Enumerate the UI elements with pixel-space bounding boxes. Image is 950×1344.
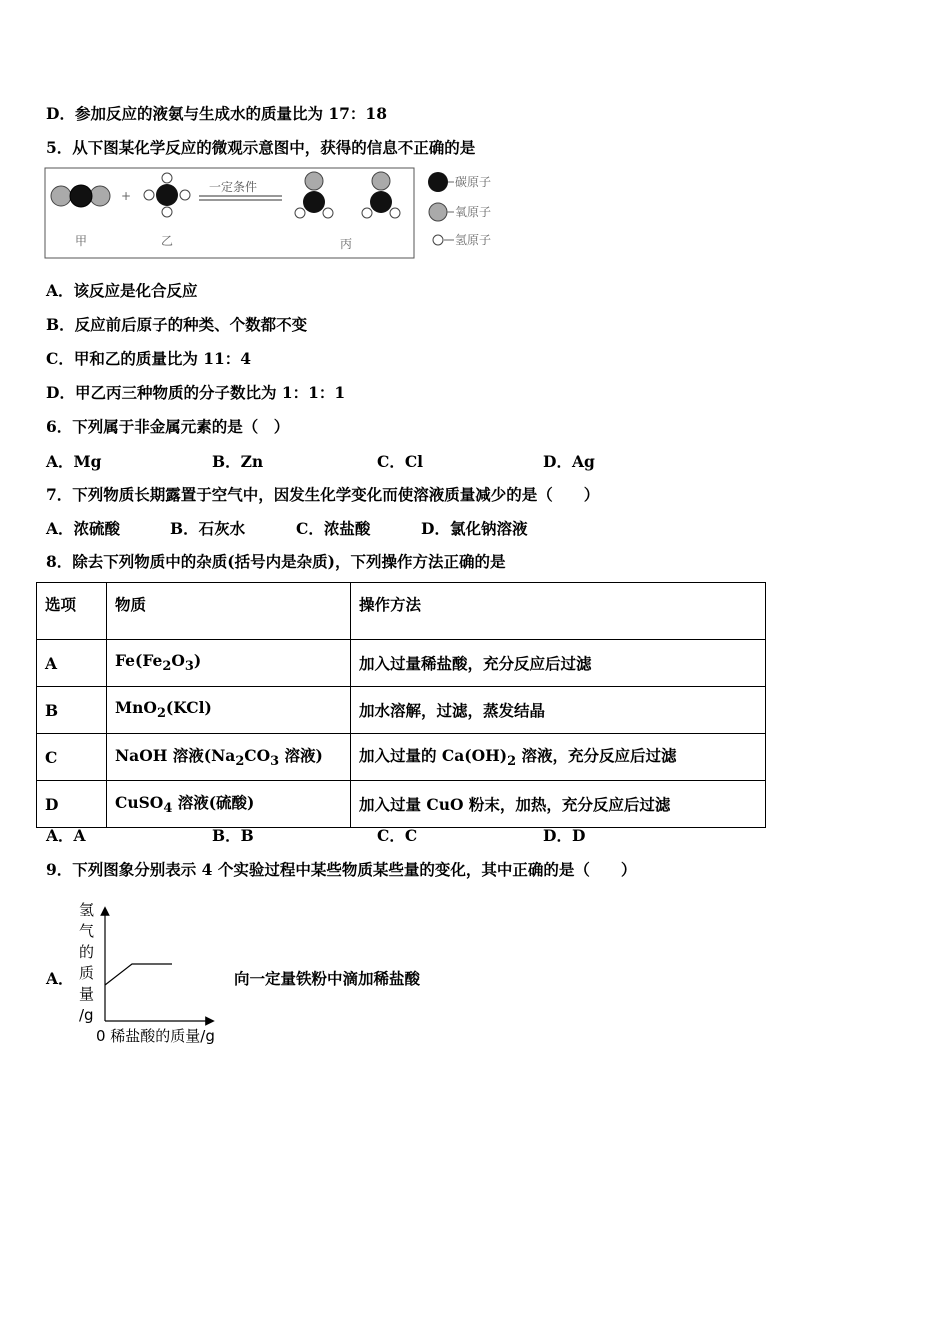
header-option: 选项 <box>37 583 107 640</box>
q5-option-c: C．甲和乙的质量比为 11：4 <box>46 349 252 368</box>
q4-option-d: D．参加反应的液氨与生成水的质量比为 17：18 <box>46 104 387 123</box>
row-option: B <box>37 687 107 734</box>
q8-table <box>36 582 766 828</box>
label-yi: 乙 <box>161 234 174 248</box>
row-option: D <box>37 781 107 828</box>
q8-option-a: A．A <box>46 826 86 845</box>
q9-option-a-label: A． <box>46 969 74 988</box>
row-substance: MnO$_2$(KCl) <box>107 687 351 734</box>
q7-option-a: A．浓硫酸 <box>46 519 121 538</box>
q8-question: 8．除去下列物质中的杂质(括号内是杂质)，下列操作方法正确的是 <box>46 552 506 571</box>
row-method: 加入过量 CuO 粉末，加热，充分反应后过滤 <box>351 781 766 828</box>
q8-option-b: B．B <box>212 826 254 845</box>
table-row <box>37 640 766 687</box>
header-method: 操作方法 <box>351 583 766 640</box>
ylabel-char: 氢 <box>79 901 95 919</box>
q6-option-a: A．Mg <box>46 452 102 471</box>
q5-option-a: A．该反应是化合反应 <box>46 281 198 300</box>
legend-hydrogen: 氢原子 <box>455 233 492 247</box>
q6-option-d: D．Ag <box>543 452 595 471</box>
row-substance: $Fe(Fe_2O_3)$ <box>107 640 351 687</box>
row-method: 加入过量稀盐酸，充分反应后过滤 <box>351 640 766 687</box>
q5-reaction-diagram <box>44 165 524 261</box>
table-row <box>37 687 766 734</box>
header-substance: 物质 <box>107 583 351 640</box>
reaction-condition: 一定条件 <box>209 180 258 194</box>
row-substance: NaOH 溶液($Na_2CO_3$ 溶液) <box>107 734 351 781</box>
q7-question: 7．下列物质长期露置于空气中，因发生化学变化而使溶液质量减少的是（ ） <box>46 485 600 504</box>
q8-option-d: D．D <box>543 826 586 845</box>
ylabel-char: 质 <box>79 964 95 982</box>
ylabel-char: 气 <box>79 922 95 940</box>
q8-option-c: C．C <box>377 826 418 845</box>
xlabel: 0 稀盐酸的质量/g <box>96 1027 215 1045</box>
table-header-row <box>37 583 766 640</box>
q6-option-c: C．Cl <box>377 452 424 471</box>
q6-question: 6．下列属于非金属元素的是（ ） <box>46 417 290 436</box>
ylabel-char: 的 <box>79 943 95 961</box>
ylabel-char: /g <box>79 1006 94 1024</box>
q9-graph-a <box>74 897 234 1049</box>
q9-option-a-desc: 向一定量铁粉中滴加稀盐酸 <box>234 969 421 988</box>
q9-question: 9．下列图象分别表示 4 个实验过程中某些物质某些量的变化，其中正确的是（ ） <box>46 860 637 879</box>
table-row <box>37 781 766 828</box>
row-option: C <box>37 734 107 781</box>
q5-question: 5．从下图某化学反应的微观示意图中，获得的信息不正确的是 <box>46 138 476 157</box>
q5-option-b: B．反应前后原子的种类、个数都不变 <box>46 315 308 334</box>
q7-option-d: D．氯化钠溶液 <box>421 519 528 538</box>
row-substance: CuSO$_4$ 溶液(硫酸) <box>107 781 351 828</box>
plus-sign: + <box>121 189 132 203</box>
legend-oxygen: 氧原子 <box>455 205 492 219</box>
q7-option-c: C．浓盐酸 <box>296 519 371 538</box>
label-bing: 丙 <box>340 237 353 251</box>
legend-carbon: 碳原子 <box>455 175 492 189</box>
label-jia: 甲 <box>75 234 88 248</box>
q7-option-b: B．石灰水 <box>170 519 246 538</box>
q6-option-b: B．Zn <box>212 452 264 471</box>
ylabel-char: 量 <box>79 985 95 1003</box>
table-row <box>37 734 766 781</box>
series-line <box>105 964 172 985</box>
row-option: A <box>37 640 107 687</box>
row-method: 加入过量的 $Ca(OH)_2$ 溶液，充分反应后过滤 <box>351 734 766 781</box>
row-method: 加水溶解，过滤，蒸发结晶 <box>351 687 766 734</box>
q5-option-d: D．甲乙丙三种物质的分子数比为 1：1：1 <box>46 383 346 402</box>
